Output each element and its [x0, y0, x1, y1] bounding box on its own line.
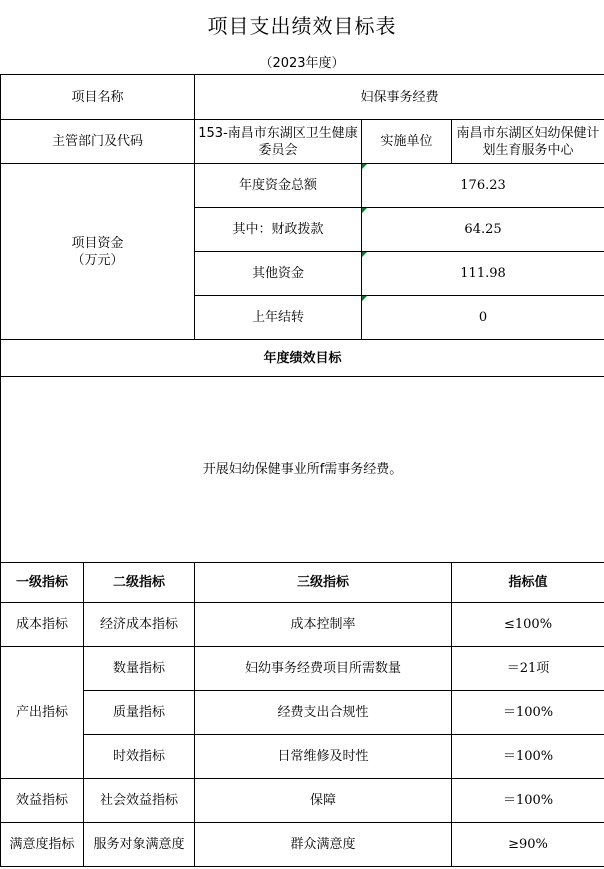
department-label: 主管部门及代码 [1, 120, 195, 164]
value-header: 指标值 [452, 563, 604, 603]
level2-cell: 经济成本指标 [84, 603, 195, 647]
page-title: 项目支出绩效目标表 [207, 13, 397, 38]
fund-row [1, 164, 604, 208]
fund-item-value: 0 [362, 296, 604, 340]
implementer-label: 实施单位 [362, 120, 452, 164]
indicator-value: ＝100% [452, 691, 604, 735]
level3-header: 三级指标 [195, 563, 452, 603]
indicator-row [1, 779, 604, 823]
indicator-value: ≥90% [452, 823, 604, 867]
level1-cell: 满意度指标 [1, 823, 84, 867]
fund-item-label: 其中：财政拨款 [195, 208, 362, 252]
level1-header: 一级指标 [1, 563, 84, 603]
level3-cell: 妇幼事务经费项目所需数量 [195, 647, 452, 691]
goal-row [1, 377, 604, 563]
fund-item-label: 上年结转 [195, 296, 362, 340]
fiscal-year: （2023年度） [259, 55, 345, 71]
level1-cell: 产出指标 [1, 647, 84, 779]
indicator-header-row [1, 563, 604, 603]
level3-cell: 经费支出合规性 [195, 691, 452, 735]
level3-cell: 成本控制率 [195, 603, 452, 647]
indicator-row [1, 603, 604, 647]
target-table [0, 74, 604, 867]
fund-item-value: 111.98 [362, 252, 604, 296]
indicator-value: ≤100% [452, 603, 604, 647]
fund-item-label: 其他资金 [195, 252, 362, 296]
indicator-row [1, 691, 604, 735]
indicator-value: ＝21项 [452, 647, 604, 691]
department-value: 153-南昌市东湖区卫生健康委员会 [195, 120, 362, 164]
level1-cell: 效益指标 [1, 779, 84, 823]
fund-item-value: 176.23 [362, 164, 604, 208]
indicator-value: ＝100% [452, 779, 604, 823]
level2-cell: 社会效益指标 [84, 779, 195, 823]
department-row [1, 120, 604, 164]
fund-item-label: 年度资金总额 [195, 164, 362, 208]
level2-cell: 时效指标 [84, 735, 195, 779]
level1-cell: 成本指标 [1, 603, 84, 647]
level2-header: 二级指标 [84, 563, 195, 603]
project-name-value: 妇保事务经费 [195, 75, 604, 120]
level3-cell: 日常维修及时性 [195, 735, 452, 779]
level2-cell: 数量指标 [84, 647, 195, 691]
level3-cell: 群众满意度 [195, 823, 452, 867]
fund-label: 项目资金 （万元） [1, 164, 195, 340]
implementer-value: 南昌市东湖区妇幼保健计划生育服务中心 [452, 120, 604, 164]
indicator-row [1, 823, 604, 867]
project-name-row [1, 75, 604, 120]
indicator-row [1, 735, 604, 779]
indicator-row [1, 647, 604, 691]
goal-header: 年度绩效目标 [1, 340, 604, 377]
goal-header-row [1, 340, 604, 377]
level2-cell: 质量指标 [84, 691, 195, 735]
indicator-value: ＝100% [452, 735, 604, 779]
goal-text: 开展妇幼保健事业所f需事务经费。 [1, 377, 604, 563]
project-name-label: 项目名称 [1, 75, 195, 120]
level2-cell: 服务对象满意度 [84, 823, 195, 867]
level3-cell: 保障 [195, 779, 452, 823]
fund-item-value: 64.25 [362, 208, 604, 252]
